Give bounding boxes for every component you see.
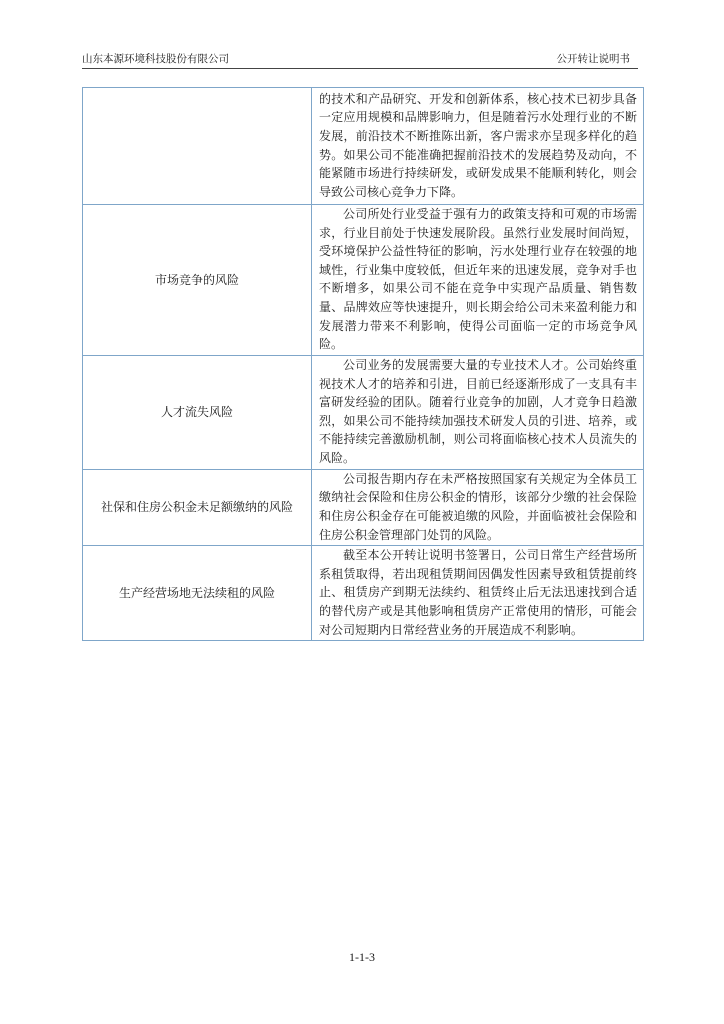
- risk-description: [312, 88, 644, 205]
- risk-name: [83, 88, 312, 205]
- risk-text: 公司业务的发展需要大量的专业技术人才。公司始终重视技术人才的培养和引进，目前已经逐渐形成了一支具有丰富研发经验的团队。随着行业竞争的加剧，人才竞争日趋激烈，如果公司不能持续加强技术研发人员的引进、培养，或不能持续完善激励机制，则公司将面临核心技术人员流失的风险。: [319, 357, 637, 465]
- document-title: 公开转让说明书: [556, 53, 630, 65]
- risk-description: [312, 546, 644, 641]
- risk-text: 公司报告期内存在未严格按照国家有关规定为全体员工缴纳社会保险和住房公积金的情形，该部分少缴的社会保险和住房公积金存在可能被追缴的风险，并面临被社会保险和住房公积金管理部门处罚的风险。: [319, 471, 637, 542]
- risk-name: 人才流失风险: [83, 355, 312, 469]
- risk-description: [312, 355, 644, 469]
- table-row: [83, 469, 644, 545]
- risk-description: [312, 205, 644, 356]
- risk-description: [312, 469, 644, 545]
- risk-name: 社保和住房公积金未足额缴纳的风险: [83, 469, 312, 545]
- risk-text: 的技术和产品研究、开发和创新体系，核心技术已初步具备一定应用规模和品牌影响力，但是随着污水处理行业的不断发展，前沿技术不断推陈出新，客户需求亦呈现多样化的趋势。如果公司不能准确把握前沿技术的发展趋势及动向，不能紧随市场进行持续研发，或研发成果不能顺利转化，则会导致公司核心竞争力下降。: [319, 91, 637, 199]
- risk-text: 截至本公开转让说明书签署日，公司日常生产经营场所系租赁取得，若出现租赁期间因偶发性因素导致租赁提前终止、租赁房产到期无法续约、租赁终止后无法迅速找到合适的替代房产或是其他影响租赁房产正常使用的情形，可能会对公司短期内日常经营业务的开展造成不利影响。: [319, 548, 637, 637]
- table-row: [83, 205, 644, 356]
- table-row: [83, 546, 644, 641]
- table-row: [83, 355, 644, 469]
- page-header: [82, 52, 638, 69]
- risk-text: 公司所处行业受益于强有力的政策支持和可观的市场需求，行业目前处于快速发展阶段。虽然行业发展时间尚短，受环境保护公益性特征的影响，污水处理行业存在较强的地域性，行业集中度较低，但近年来的迅速发展，竞争对手也不断增多，如果公司不能在竞争中实现产品质量、销售数量、品牌效应等快速提升，则长期会给公司未来盈利能力和发展潜力带来不利影响，使得公司面临一定的市场竞争风险。: [319, 207, 637, 352]
- company-name: 山东本源环境科技股份有限公司: [82, 53, 229, 65]
- risk-name: 市场竞争的风险: [83, 205, 312, 356]
- page-number: 1-1-3: [349, 950, 375, 964]
- risk-table: [82, 87, 644, 641]
- risk-name: 生产经营场地无法续租的风险: [83, 546, 312, 641]
- table-row: [83, 88, 644, 205]
